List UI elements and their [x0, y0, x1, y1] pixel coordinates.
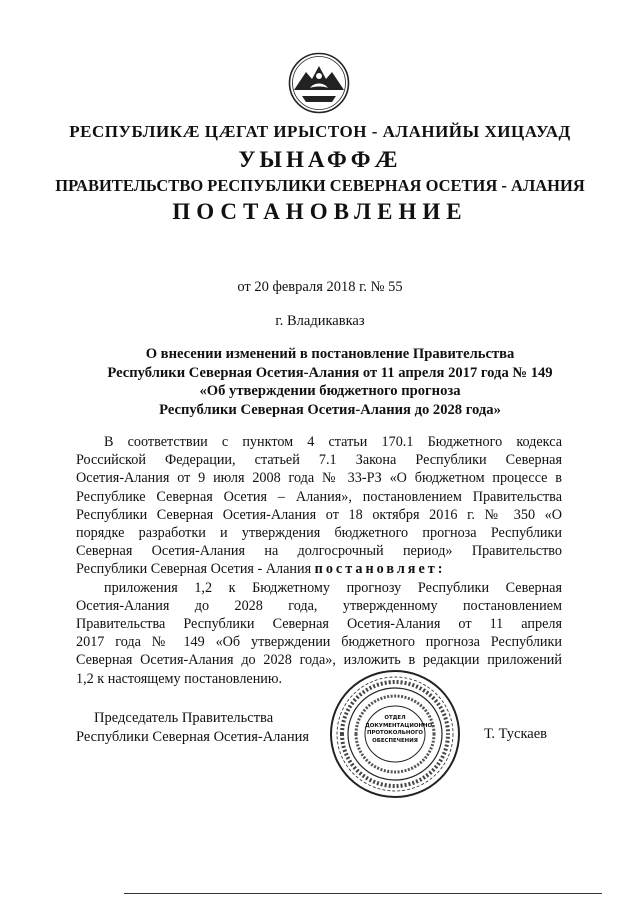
decree-word-russian: ПОСТАНОВЛЕНИЕ: [172, 199, 468, 224]
decree-word-ossetian: УЫНАФФÆ: [238, 147, 402, 172]
decree-title: [60, 345, 600, 419]
signatory-position-line: Председатель Правительства: [94, 710, 274, 726]
emblem-icon: [288, 52, 350, 114]
body-line: приложения 1,2 к Бюджетному прогнозу Республики Северная: [104, 579, 562, 596]
resolves-word: постановляет:: [314, 561, 446, 578]
signatory-position-line: Республики Северная Осетия-Алания: [76, 729, 310, 745]
body-line: В соответствии с пунктом 4 статьи 170.1 Бюджетного кодекса: [104, 434, 562, 450]
stamp-center-text: ОТДЕЛ ДОКУМЕНТАЦИОННО- ПРОТОКОЛЬНОГО ОБЕСПЕЧЕНИЯ: [365, 715, 435, 744]
decree-body: [76, 433, 562, 688]
coat-of-arms-emblem: [288, 52, 350, 114]
body-line: Республики Северная Осетия-Алания от 18 октября 2016 г. № 350 «О: [76, 506, 562, 523]
signatory-name: Т. Тускаев: [484, 726, 548, 742]
city-name: г. Владикавказ: [275, 313, 365, 329]
footer-divider: [124, 893, 602, 894]
body-line: порядке разработки и утверждения бюджетного прогноза Республики: [76, 525, 562, 542]
title-line: Республики Северная Осетия-Алания от 11 апреля 2017 года № 149: [107, 364, 553, 381]
body-line: Осетия-Алания от 9 июля 2008 года № 33-РЗ «О бюджетном процессе в: [76, 470, 562, 487]
body-line: Республики Северная Осетия - Алания: [76, 561, 312, 578]
body-line: Северная Осетия-Алания до 2028 года», изложить в редакции приложений: [76, 652, 562, 669]
body-line: 1,2 к настоящему постановлению.: [76, 670, 283, 687]
body-line-resolves: [76, 560, 562, 578]
decree-date-number: от 20 февраля 2018 г. № 55: [237, 279, 403, 295]
body-line: Осетия-Алания до 2028 года, утвержденному постановлением: [76, 597, 562, 614]
signatory-position: [76, 709, 309, 747]
republic-name-ossetian: РЕСПУБЛИКÆ ЦÆГАТ ИРЫСТОН - АЛАНИЙЫ ХИЦАУАД: [69, 122, 571, 141]
title-line: О внесении изменений в постановление Правительства: [145, 346, 515, 362]
body-line: Республике Северная Осетия – Алания», постановлением Правительства: [76, 488, 562, 505]
body-line: 2017 года № 149 «Об утверждении бюджетного прогноза Республики: [76, 634, 562, 651]
government-name-russian: ПРАВИТЕЛЬСТВО РЕСПУБЛИКИ СЕВЕРНАЯ ОСЕТИЯ - АЛАНИЯ: [55, 176, 585, 195]
official-stamp: [328, 668, 462, 800]
body-line: Правительства Республики Северная Осетия-Алания от 11 апреля: [76, 616, 562, 633]
title-line: «Об утверждении бюджетного прогноза: [199, 383, 461, 399]
body-line: Российской Федерации, статьей 7.1 Закона Республики Северная: [76, 452, 562, 469]
title-line: Республики Северная Осетия-Алания до 2028 года»: [159, 401, 501, 418]
body-line: Северная Осетия-Алания на долгосрочный период» Правительство: [76, 543, 562, 560]
